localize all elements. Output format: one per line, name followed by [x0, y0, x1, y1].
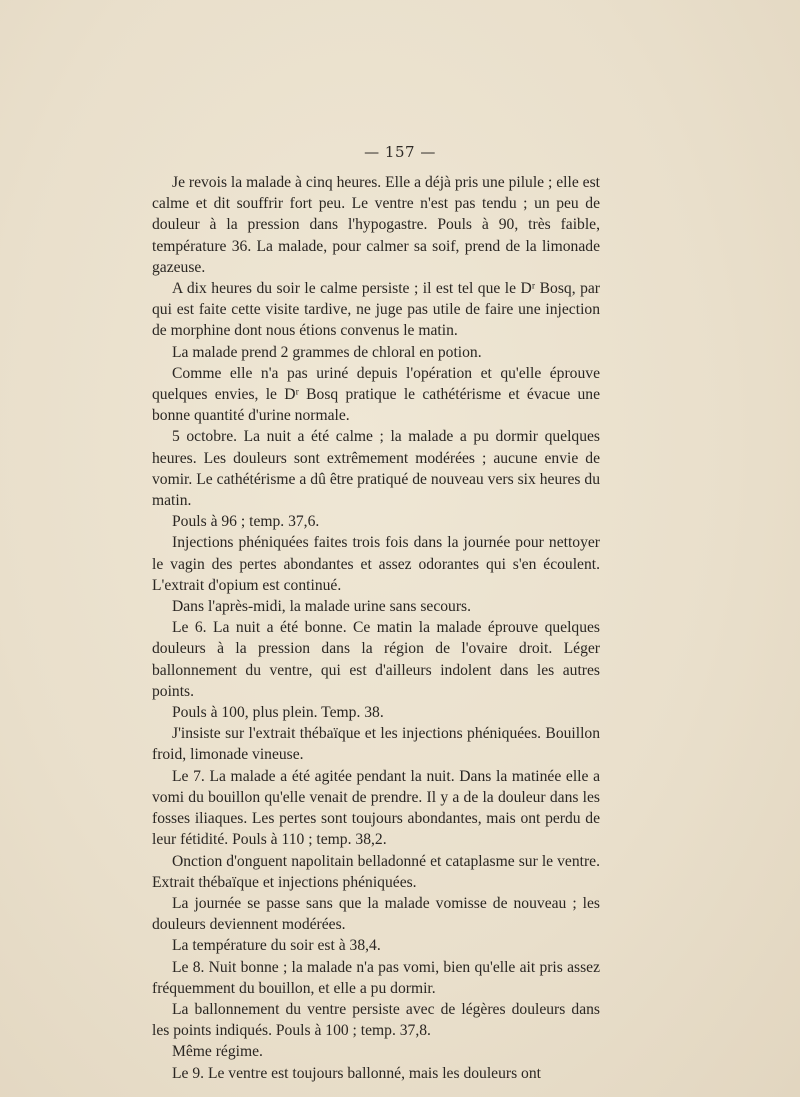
paragraph: Pouls à 100, plus plein. Temp. 38. [172, 704, 384, 722]
paragraph: 5 octobre. La nuit a été calme ; la malade a pu dormir quelques heures. Les douleurs sont extrêmement modérées ; aucune envie de vomir. Le cathétérisme a dû être pratiqué de nouveau vers six heures du matin. [152, 428, 600, 510]
paragraph: La journée se passe sans que la malade vomisse de nouveau ; les douleurs deviennent modérées. [152, 894, 600, 934]
paragraph: Le 6. La nuit a été bonne. Ce matin la malade éprouve quelques douleurs à la pression dans la région de l'ovaire droit. Léger ballonnement du ventre, qui est d'ailleurs indolent dans les autres points. [152, 619, 600, 700]
paragraph: Pouls à 96 ; temp. 37,6. [172, 513, 320, 531]
paragraph: La malade prend 2 grammes de chloral en potion. [172, 343, 482, 361]
paragraph: Le 8. Nuit bonne ; la malade n'a pas vomi, bien qu'elle ait pris assez fréquemment du bouillon, et elle a pu dormir. [152, 958, 600, 997]
paragraph: J'insiste sur l'extrait thébaïque et les injections phéniquées. Bouillon froid, limonade vineuse. [152, 725, 600, 764]
body-text [152, 172, 600, 1084]
paragraph: Même régime. [172, 1043, 263, 1061]
paragraph: Dans l'après-midi, la malade urine sans secours. [172, 598, 471, 616]
paragraph: La ballonnement du ventre persiste avec de légères douleurs dans les points indiqués. Pouls à 100 ; temp. 37,8. [152, 1000, 600, 1040]
paragraph: Le 9. Le ventre est toujours ballonné, mais les douleurs ont [172, 1064, 541, 1082]
paragraph: La température du soir est à 38,4. [172, 937, 381, 955]
paragraph: Le 7. La malade a été agitée pendant la nuit. Dans la matinée elle a vomi du bouillon qu'elle venait de prendre. Il y a de la douleur dans les fosses iliaques. Les pertes sont toujours abondantes, mais ont perdu de leur fétidité. Pouls à 110 ; temp. 38,2. [152, 767, 600, 849]
paragraph: A dix heures du soir le calme persiste ; il est tel que le Dʳ Bosq, par qui est faite cette visite tardive, ne juge pas utile de faire une injection de morphine dont nous étions convenus le matin. [152, 280, 600, 340]
paragraph: Je revois la malade à cinq heures. Elle a déjà pris une pilule ; elle est calme et dit souffrir fort peu. Le ventre n'est pas tendu ; un peu de douleur à la pression dans l'hypogastre. Pouls à 90, très faible, température 36. La malade, pour calmer sa soif, prend de la limonade gazeuse. [152, 174, 600, 276]
paragraph: Onction d'onguent napolitain belladonné et cataplasme sur le ventre. Extrait thébaïque et injections phéniquées. [152, 852, 600, 891]
paragraph: Injections phéniquées faites trois fois dans la journée pour nettoyer le vagin des pertes abondantes et assez odorantes qui s'en écoulent. L'extrait d'opium est continué. [152, 534, 600, 594]
page-number: — 157 — [364, 143, 436, 161]
paragraph: Comme elle n'a pas uriné depuis l'opération et qu'elle éprouve quelques envies, le Dʳ Bosq pratique le cathétérisme et évacue une bonne quantité d'urine normale. [152, 364, 600, 425]
